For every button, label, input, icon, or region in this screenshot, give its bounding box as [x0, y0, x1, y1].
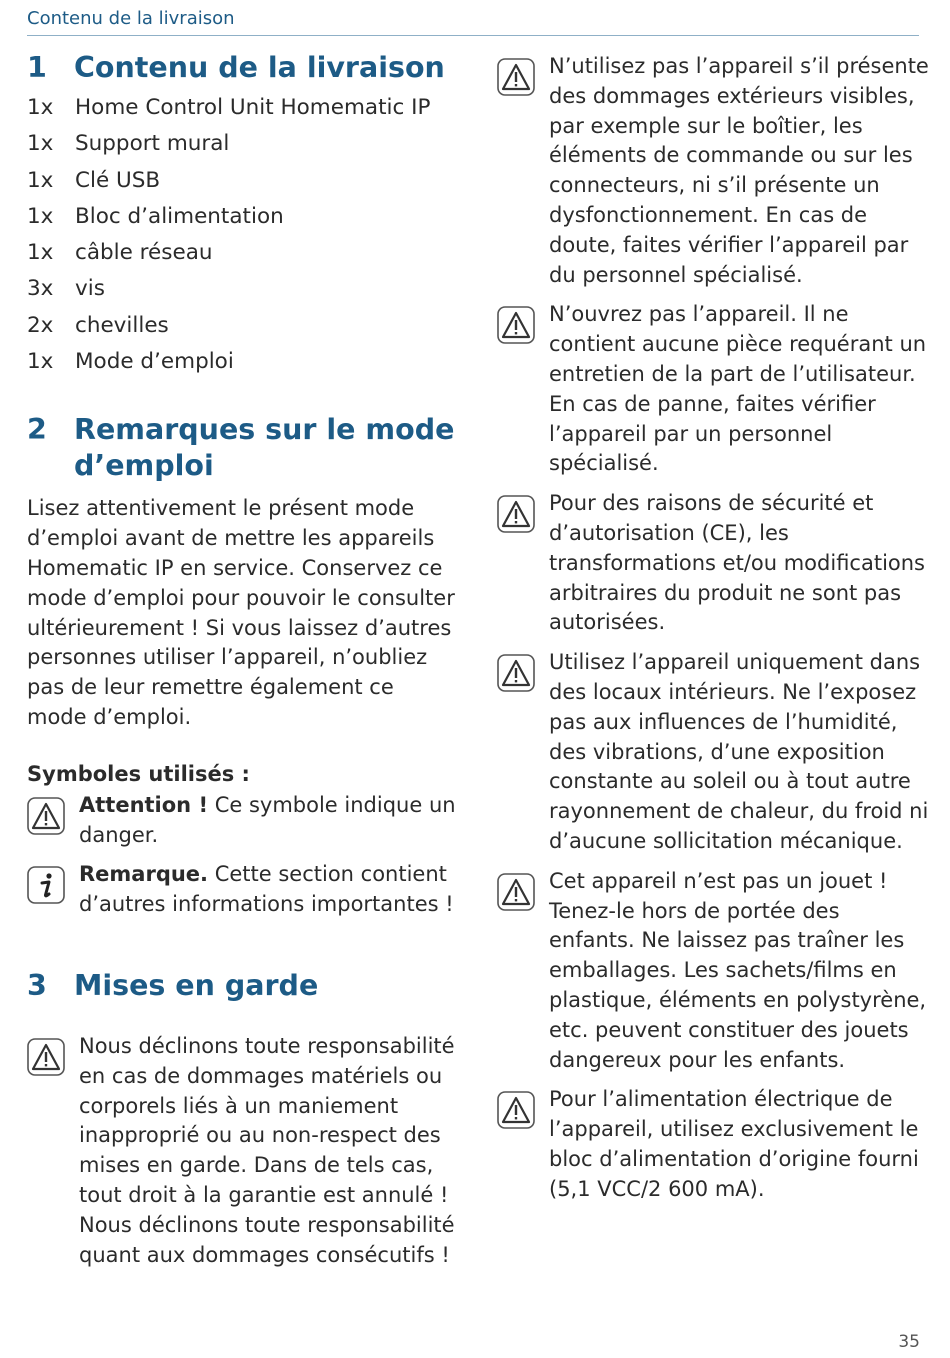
- list-item: [27, 344, 457, 380]
- item-quantity: 3x: [27, 276, 54, 302]
- warning-triangle-icon: [27, 1032, 79, 1270]
- item-label: Clé USB: [75, 167, 161, 193]
- item-quantity: 1x: [27, 167, 54, 193]
- section-number: 3: [27, 968, 47, 1002]
- running-header: Contenu de la livraison: [27, 8, 919, 36]
- item-quantity: 1x: [27, 240, 54, 266]
- remark-notice: [27, 860, 457, 920]
- attention-notice: [27, 791, 457, 851]
- section-title: Contenu de la livraison: [74, 51, 445, 84]
- item-label: vis: [75, 276, 105, 302]
- item-quantity: 1x: [27, 131, 54, 157]
- list-item: [27, 235, 457, 271]
- section-title: [74, 412, 457, 484]
- section-1-heading: [27, 50, 457, 86]
- item-label: câble réseau: [75, 240, 213, 266]
- list-item: [27, 126, 457, 162]
- notice-text: Cet appareil n’est pas un jouet ! Tenez-le hors de portée des enfants. Ne laissez pas traîner les emballages. Les sachets/films en plastique, éléments en polystyrène, etc. peuvent constituer des jouets dangereux pour les enfants.: [549, 868, 927, 1072]
- attention-text: Ce symbole indique un danger.: [79, 792, 456, 847]
- section-3-heading: [27, 968, 457, 1004]
- warning-notice: [497, 52, 929, 290]
- list-item: [27, 163, 457, 199]
- symbols-title: Symboles utilisés :: [27, 761, 250, 786]
- item-label: Bloc d’alimentation: [75, 203, 284, 229]
- warning-notice: [497, 867, 929, 1076]
- notice-text: N’ouvrez pas l’appareil. Il ne contient aucune pièce requérant un entretien de la part de l’utilisateur. En cas de panne, faites vérifier l’appareil par un personnel spécialisé.: [549, 302, 927, 476]
- section-2-heading: [27, 412, 457, 484]
- delivery-contents-list: [27, 90, 457, 380]
- warning-notice: [497, 648, 929, 857]
- warning-triangle-icon: [27, 791, 79, 851]
- remark-text: Cette section contient d’autres informations importantes !: [79, 862, 454, 917]
- warning-notice: [497, 300, 929, 479]
- notice-text: Utilisez l’appareil uniquement dans des locaux intérieurs. Ne l’exposez pas aux influences de l’humidité, des vibrations, d’une exposition constante au soleil ou à tout autre rayonnement de chaleur, du froid ni d’aucune sollicitation mécanique.: [549, 650, 929, 853]
- item-label: Home Control Unit Homematic IP: [75, 95, 431, 120]
- item-label: Support mural: [75, 131, 230, 157]
- warning-triangle-icon: [497, 867, 549, 1076]
- item-quantity: 1x: [27, 95, 54, 120]
- remark-label: Remarque.: [79, 862, 209, 887]
- attention-label: Attention !: [79, 792, 209, 817]
- liability-warning: [27, 1032, 457, 1270]
- info-icon: [27, 860, 79, 920]
- notice-text: [79, 860, 457, 920]
- list-item: [27, 199, 457, 235]
- warning-triangle-icon: [497, 1085, 549, 1204]
- right-column: [497, 50, 929, 1204]
- warning-notice: [497, 1085, 929, 1204]
- list-item: [27, 308, 457, 344]
- warning-triangle-icon: [497, 300, 549, 479]
- left-column: [27, 50, 457, 1270]
- section-number: 1: [27, 51, 47, 84]
- notice-text: Nous déclinons toute responsabilité en cas de dommages matériels ou corporels liés à un maniement inapproprié ou au non-respect des mises en garde. Dans de tels cas, tout droit à la garantie est annulé ! Nous déclinons toute responsabilité quant aux dommages consécutifs !: [79, 1033, 455, 1267]
- intro-paragraph: Lisez attentivement le présent mode d’emploi avant de mettre les appareils Homematic IP en service. Conservez ce mode d’emploi pour pouvoir le consulter ultérieurement ! Si vous laissez d’autres personnes utiliser l’appareil, n’oubliez pas de leur remettre également ce mode d’emploi.: [27, 496, 455, 729]
- item-label: chevilles: [75, 312, 169, 338]
- page-number: 35: [898, 1332, 920, 1352]
- warning-notice: [497, 489, 929, 638]
- item-quantity: 2x: [27, 312, 54, 338]
- notice-text: Pour des raisons de sécurité et d’autorisation (CE), les transformations et/ou modifications arbitraires du produit ne sont pas autorisées.: [549, 491, 926, 635]
- warning-triangle-icon: [497, 52, 549, 290]
- item-quantity: 1x: [27, 349, 54, 375]
- notice-text: N’utilisez pas l’appareil s’il présente des dommages extérieurs visibles, par exemple sur le boîtier, les éléments de commande ou sur les connecteurs, ni s’il présente un dysfonctionnement. En cas de doute, faites vérifier l’appareil par du personnel spécialisé.: [549, 54, 929, 287]
- warning-triangle-icon: [497, 489, 549, 638]
- section-title-line: d’emploi: [74, 449, 214, 483]
- notice-text: Pour l’alimentation électrique de l’appareil, utilisez exclusivement le bloc d’alimentation d’origine fourni (5,1 VCC/2 600 mA).: [549, 1087, 919, 1201]
- section-title: Mises en garde: [74, 968, 319, 1002]
- section-number: 2: [27, 413, 47, 447]
- item-quantity: 1x: [27, 203, 54, 229]
- list-item: [27, 90, 457, 126]
- warning-triangle-icon: [497, 648, 549, 857]
- section-title-line: Remarques sur le mode: [74, 413, 455, 447]
- list-item: [27, 271, 457, 307]
- item-label: Mode d’emploi: [75, 349, 234, 375]
- notice-text: [79, 791, 457, 851]
